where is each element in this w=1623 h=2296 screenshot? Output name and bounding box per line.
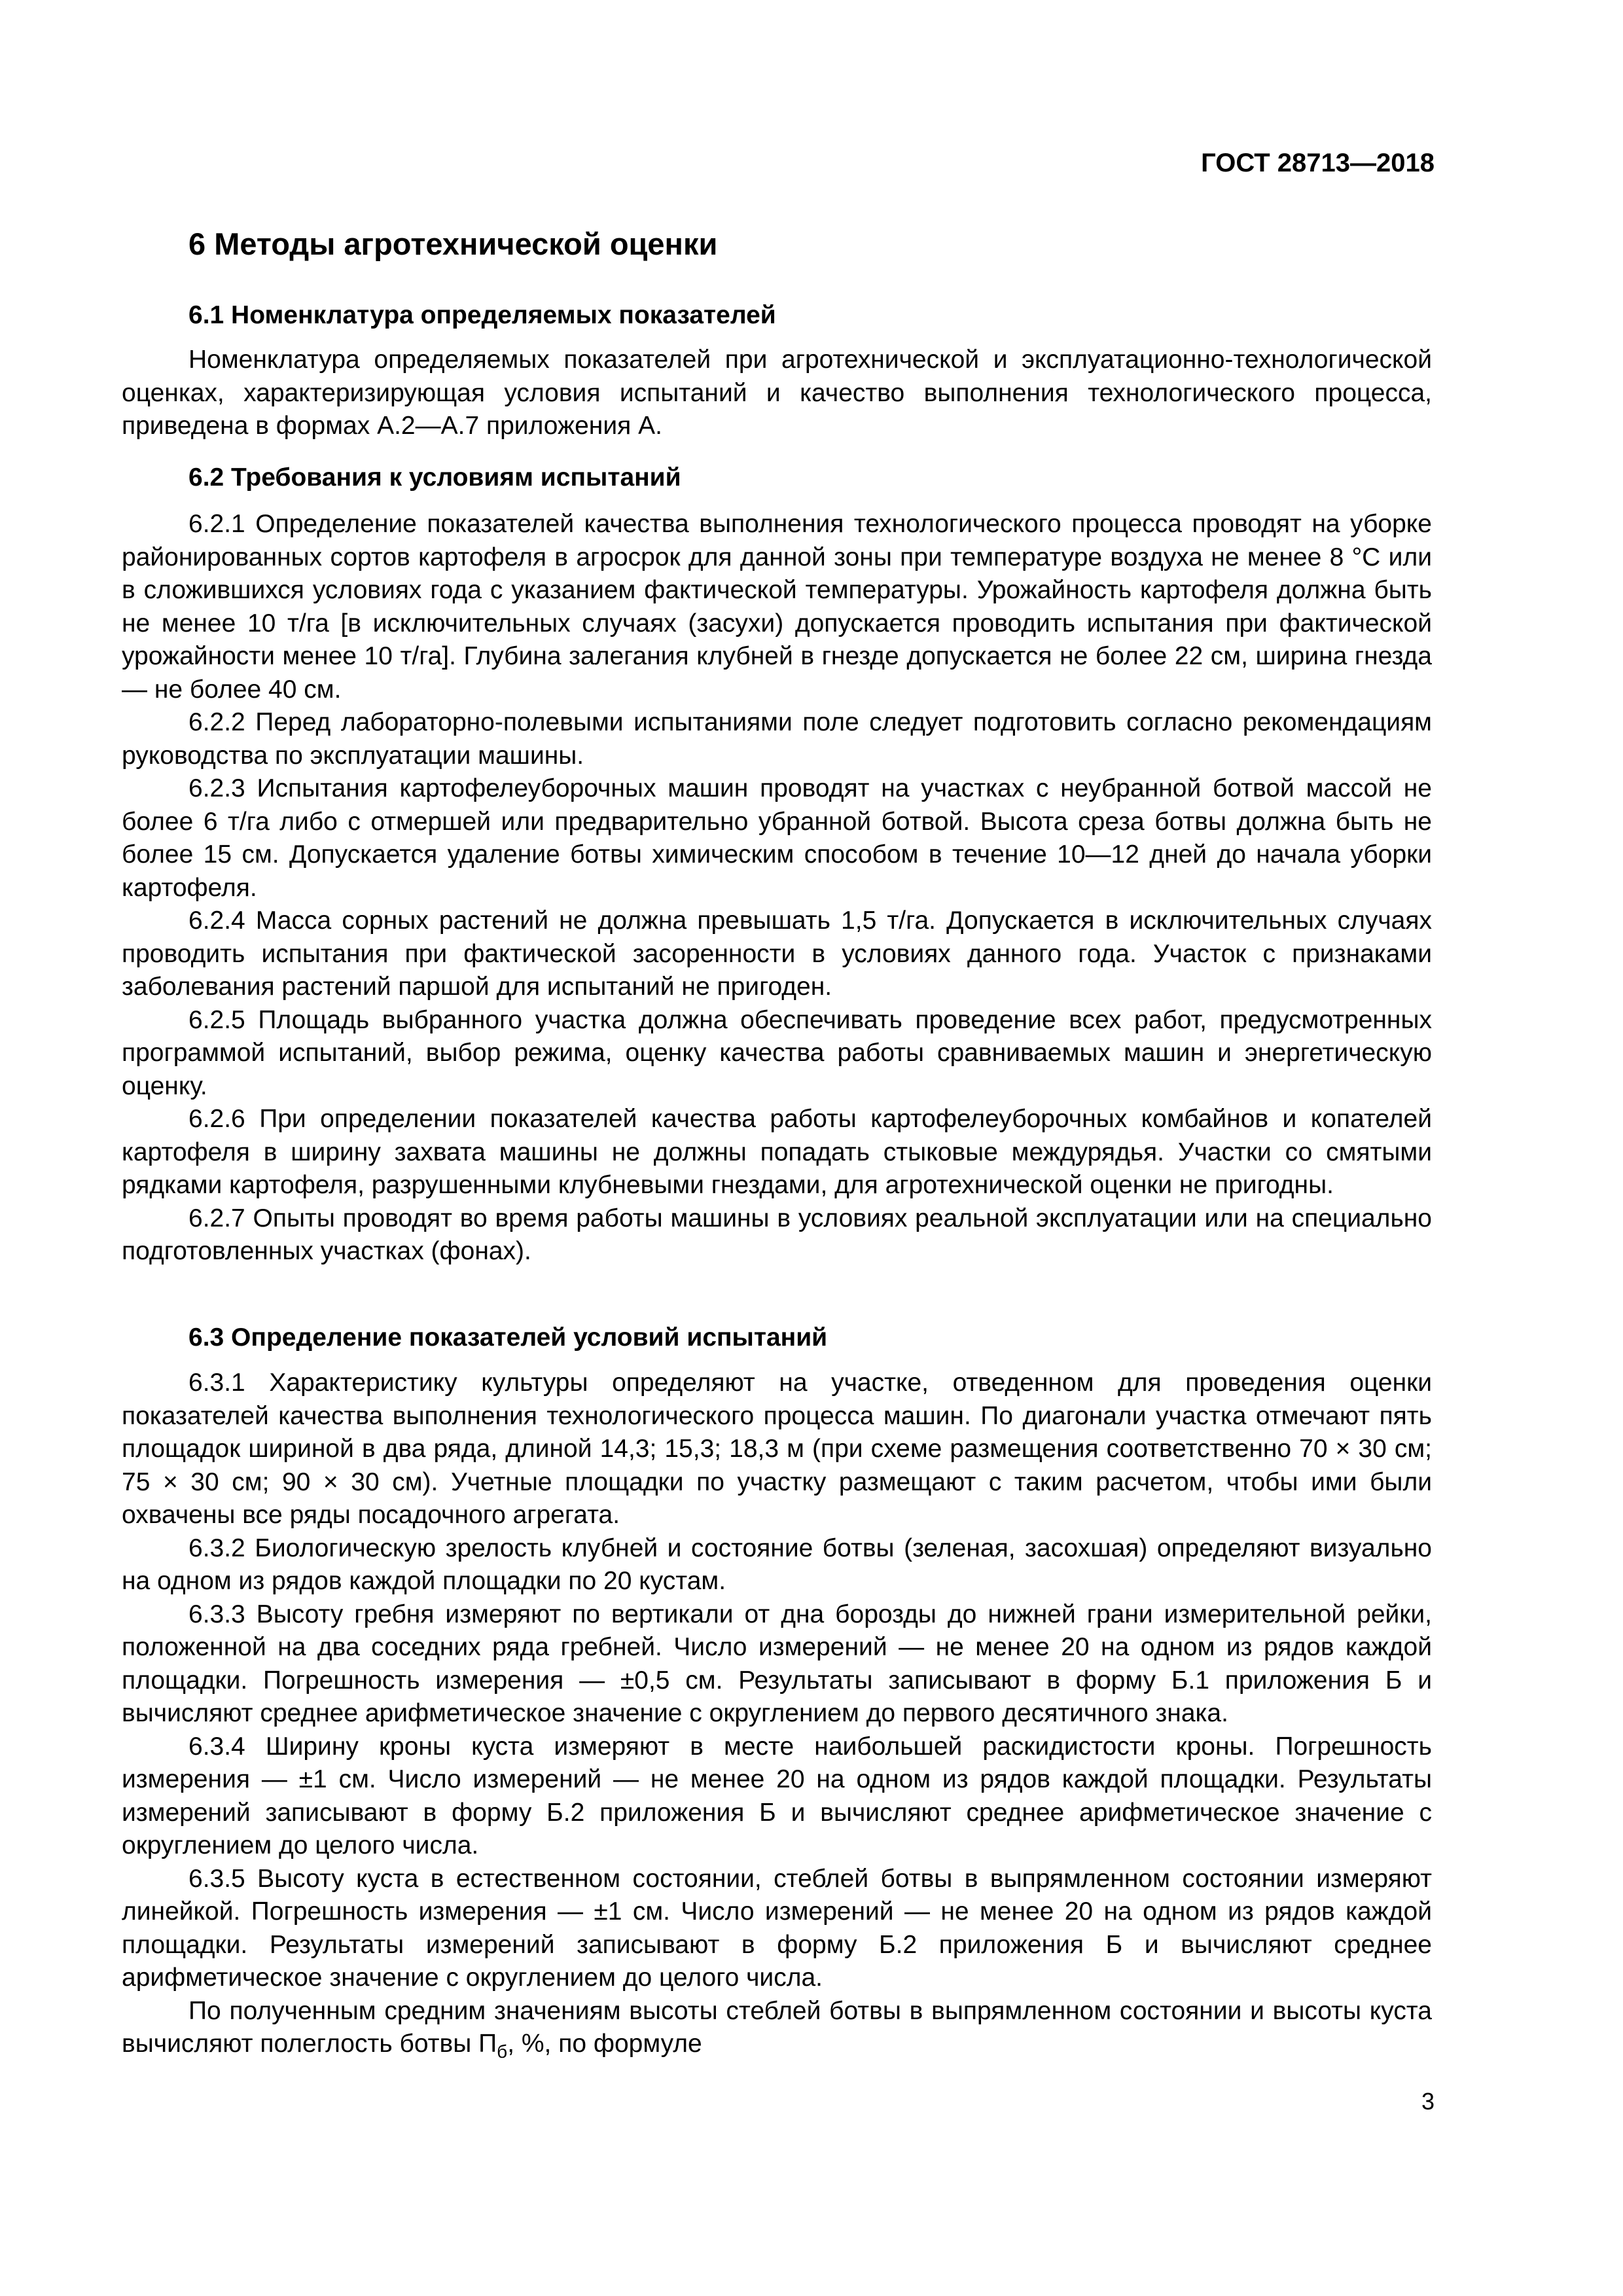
paragraph-6-2-2: 6.2.2 Перед лабораторно-полевыми испытаниями поле следует подготовить согласно рекомендациям руководства по эксплуатации машины. <box>122 708 1432 770</box>
subscript: б <box>497 2041 508 2062</box>
paragraph-6-2-1: 6.2.1 Определение показателей качества выполнения технологического процесса проводят на уборке районированных сортов картофеля в агросрок для данной зоны при температуре воздуха не менее 8 °С или в сложившихся условиях года с указанием фактической температуры. Урожайность картофеля должна быть не менее 10 т/га [в исключительных случаях (засухи) допускается проводить испытания при фактической урожайности менее 10 т/га]. Глубина залегания клубней в гнезде допускается не более 22 см, ширина гнезда — не более 40 см. <box>122 510 1432 704</box>
formula-intro-end: , %, по формуле <box>507 2030 702 2058</box>
section-title: 6 Методы агротехнической оценки <box>188 226 718 261</box>
paragraph-6-2-5: 6.2.5 Площадь выбранного участка должна обеспечивать проведение всех работ, предусмотренных программой испытаний, выбор режима, оценку качества работы сравниваемых машин и энергетическую оценку. <box>122 1005 1432 1100</box>
page-number: 3 <box>1421 2088 1435 2115</box>
paragraph-6-3-5: 6.3.5 Высоту куста в естественном состоянии, стеблей ботвы в выпрямленном состоянии измеряют линейкой. Погрешность измерения — ±1 см. Число измерений — не менее 20 на одном из рядов каждой площадки. Результаты измерений записывают в форму Б.2 приложения Б и вычисляют среднее арифметическое значение с округлением до целого числа. <box>122 1864 1432 1992</box>
paragraph-6-2-7: 6.2.7 Опыты проводят во время работы машины в условиях реальной эксплуатации или на специально подготовленных участках (фонах). <box>122 1204 1432 1265</box>
formula-intro-text: По полученным средним значениям высоты стеблей ботвы в выпрямленном состоянии и высоты куста вычисляют полеглость ботвы П <box>122 1996 1432 2058</box>
standard-number: ГОСТ 28713—2018 <box>1201 149 1435 177</box>
paragraph-6-3-2: 6.3.2 Биологическую зрелость клубней и состояние ботвы (зеленая, засохшая) определяют визуально на одном из рядов каждой площадки по 20 кустам. <box>122 1534 1432 1595</box>
subsection-6-2-title: 6.2 Требования к условиям испытаний <box>188 463 681 492</box>
paragraph: Номенклатура определяемых показателей при агротехнической и эксплуатационно-технологической оценках, характеризирующая условия испытаний и качество выполнения технологического процесса, приведена в формах А.2—А.7 приложения А. <box>122 346 1432 440</box>
paragraph-6-2-6: 6.2.6 При определении показателей качества работы картофелеуборочных комбайнов и копателей картофеля в ширину захвата машины не должны попадать стыковые междурядья. Участки со смятыми рядками картофеля, разрушенными клубневыми гнездами, для агротехнической оценки не пригодны. <box>122 1105 1432 1199</box>
paragraph-6-3-1: 6.3.1 Характеристику культуры определяют на участке, отведенном для проведения оценки показателей качества выполнения технологического процесса машин. По диагонали участка отмечают пять площадок шириной в два ряда, длиной 14,3; 15,3; 18,3 м (при схеме размещения соответственно 70 × 30 см; 75 × 30 см; 90 × 30 см). Учетные площадки по участку размещают с таким расчетом, чтобы ими были охвачены все ряды посадочного агрегата. <box>122 1369 1432 1529</box>
subsection-6-1-title: 6.1 Номенклатура определяемых показателей <box>188 301 776 329</box>
paragraph-formula-intro <box>122 1995 1432 2061</box>
subsection-6-3-body <box>122 1367 1432 2061</box>
paragraph-6-2-3: 6.2.3 Испытания картофелеуборочных машин проводят на участках с неубранной ботвой массой не более 6 т/га либо с отмершей или предварительно убранной ботвой. Высота среза ботвы должна быть не более 15 см. Допускается удаление ботвы химическим способом в течение 10—12 дней до начала уборки картофеля. <box>122 774 1432 902</box>
paragraph-6-3-4: 6.3.4 Ширину кроны куста измеряют в месте наибольшей раскидистости кроны. Погрешность измерения — ±1 см. Число измерений — не менее 20 на одном из рядов каждой площадки. Результаты измерений записывают в форму Б.2 приложения Б и вычисляют среднее арифметическое значение с округлением до целого числа. <box>122 1732 1432 1859</box>
paragraph-6-2-4: 6.2.4 Масса сорных растений не должна превышать 1,5 т/га. Допускается в исключительных случаях проводить испытания при фактической засоренности в условиях данного года. Участок с признаками заболевания растений паршой для испытаний не пригоден. <box>122 906 1432 1001</box>
subsection-6-3-title: 6.3 Определение показателей условий испытаний <box>188 1323 828 1352</box>
subsection-6-2-body <box>122 508 1432 1268</box>
subsection-6-1-body <box>122 344 1432 443</box>
paragraph-6-3-3: 6.3.3 Высоту гребня измеряют по вертикали от дна борозды до нижней грани измерительной рейки, положенной на два соседних ряда гребней. Число измерений — не менее 20 на одном из рядов каждой площадки. Погрешность измерения — ±0,5 см. Результаты записывают в форму Б.1 приложения Б и вычисляют среднее арифметическое значение с округлением до первого десятичного знака. <box>122 1600 1432 1727</box>
